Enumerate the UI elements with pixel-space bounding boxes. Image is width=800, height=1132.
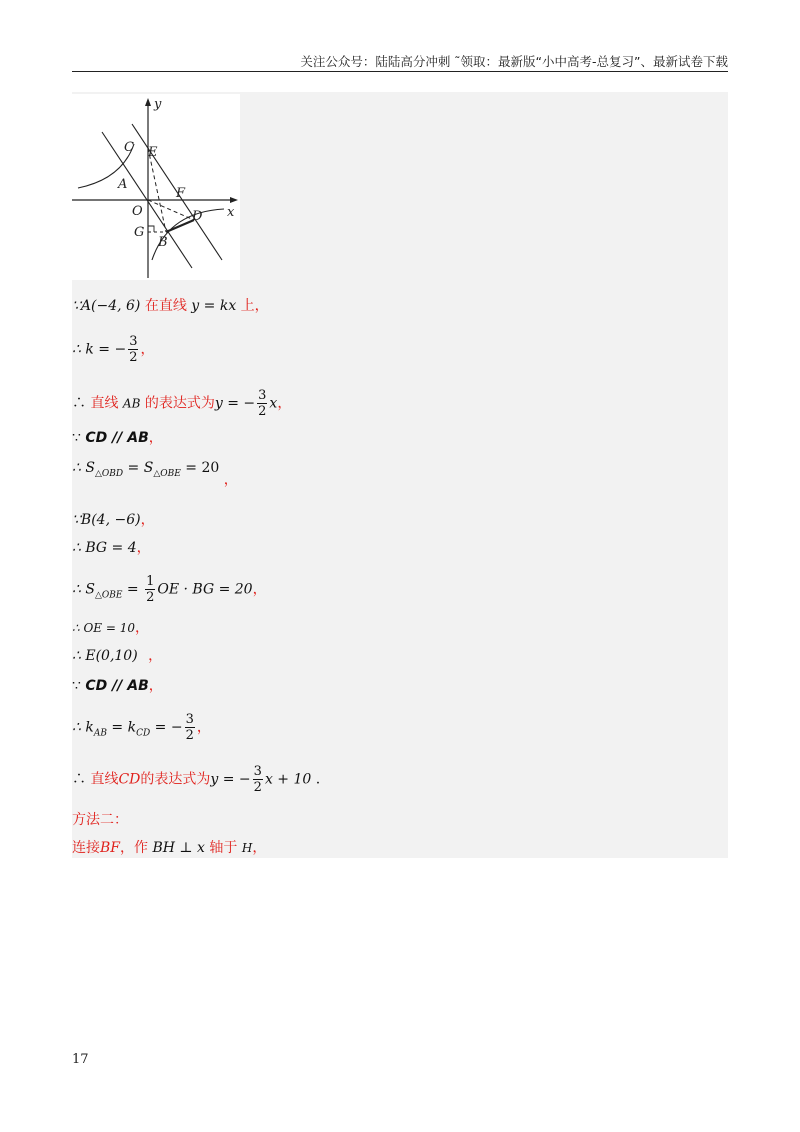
- right-angle-mark: [148, 226, 154, 232]
- therefore: ∴: [72, 395, 86, 412]
- point-name: H: [241, 841, 253, 855]
- formula: ∵B(4, −6): [72, 512, 141, 528]
- period: .: [315, 771, 321, 788]
- text: ，作: [120, 840, 149, 856]
- variable: x: [269, 395, 278, 412]
- label-y: y: [154, 97, 162, 112]
- formula: ∴ S: [72, 460, 95, 476]
- formula: ∴ k = −: [72, 341, 127, 358]
- subscript: △OBE: [94, 590, 123, 601]
- formula: CD // AB: [85, 430, 149, 446]
- step-area-equal: [72, 458, 238, 488]
- text: 上，: [240, 298, 269, 314]
- formula: = k: [106, 719, 137, 736]
- text: 的表达式为: [140, 771, 211, 788]
- text: 在直线: [144, 298, 187, 314]
- x-axis-arrow: [230, 197, 238, 203]
- step-oe-length: [72, 618, 149, 638]
- denominator: 2: [146, 590, 155, 605]
- comma: ，: [196, 719, 211, 736]
- text: 轴于: [209, 840, 238, 856]
- formula: y = −: [214, 395, 256, 412]
- text: 的表达式为: [144, 395, 215, 412]
- fraction: [185, 712, 195, 743]
- text: 连接: [72, 840, 100, 856]
- label-e: E: [148, 145, 158, 160]
- comma: ，: [140, 341, 155, 358]
- coordinate-figure: [72, 94, 240, 280]
- formula: BH ⊥ x: [152, 840, 205, 856]
- formula: ∴ k: [72, 719, 94, 736]
- numerator: 3: [258, 388, 267, 403]
- formula: = S: [123, 460, 154, 476]
- text: 直线: [90, 395, 119, 412]
- comma: ，: [148, 648, 163, 664]
- segment-eb-dashed: [148, 148, 166, 232]
- label-b: B: [158, 235, 168, 250]
- step-k-value: [72, 334, 154, 365]
- method-two-heading: 方法二：: [72, 812, 128, 828]
- figure-svg: [72, 94, 240, 280]
- comma: ，: [148, 678, 163, 694]
- formula: ∴ E(0,10): [72, 648, 138, 664]
- step-point-a-on-line: [72, 296, 269, 316]
- step-line-ab-expression: [72, 388, 291, 419]
- denominator: 2: [253, 780, 262, 795]
- fraction: [253, 764, 263, 795]
- formula: y = kx: [191, 298, 237, 314]
- step-point-e: [72, 646, 162, 666]
- subscript: △OBE: [153, 469, 181, 479]
- page-number: 17: [72, 1052, 89, 1067]
- denominator: 2: [185, 728, 194, 743]
- step-area-obe: [72, 574, 267, 606]
- comma: ，: [252, 840, 267, 856]
- label-o: O: [132, 204, 143, 219]
- fraction: [128, 334, 138, 365]
- subscript: CD: [136, 728, 151, 739]
- formula: ∴ OE = 10: [72, 621, 135, 635]
- comma: ，: [135, 620, 149, 636]
- numerator: 1: [146, 574, 155, 589]
- step-cd-parallel-ab-2: [72, 676, 163, 696]
- comma: ，: [223, 472, 238, 488]
- step-point-b: [72, 510, 155, 530]
- segment-od-dashed: [148, 200, 194, 220]
- formula: = −: [150, 719, 183, 736]
- label-x: x: [227, 205, 235, 220]
- subscript: △OBD: [94, 469, 124, 479]
- page-header: 关注公众号：陆陆高分冲刺 ˜领取：最新版“小中高考-总复习”、最新试卷下载: [300, 54, 728, 69]
- comma: ，: [252, 581, 267, 598]
- because: ∵: [72, 430, 81, 446]
- label-g: G: [134, 225, 145, 240]
- header-divider: [72, 71, 728, 72]
- therefore: ∴: [72, 771, 86, 788]
- formula: = 20: [180, 460, 220, 476]
- step-connect-bf: [72, 838, 266, 858]
- because: ∵: [72, 678, 81, 694]
- formula: ∴ S: [72, 581, 95, 598]
- line-name: CD: [118, 771, 141, 788]
- label-c: C: [124, 140, 134, 155]
- formula: =: [122, 581, 144, 598]
- formula: ∴ BG = 4: [72, 540, 137, 556]
- step-slopes-equal: [72, 712, 211, 744]
- numerator: 3: [253, 764, 262, 779]
- segment-name: BF: [100, 840, 121, 856]
- formula: CD // AB: [85, 678, 149, 694]
- denominator: 2: [258, 404, 267, 419]
- comma: ，: [136, 540, 151, 556]
- denominator: 2: [129, 350, 138, 365]
- numerator: 3: [129, 334, 138, 349]
- numerator: 3: [185, 712, 194, 727]
- fraction: [257, 388, 267, 419]
- line-name: AB: [122, 396, 141, 411]
- formula: x + 10: [264, 771, 312, 788]
- label-f: F: [176, 186, 186, 201]
- label-a: A: [118, 177, 128, 192]
- label-d: D: [192, 209, 203, 224]
- comma: ，: [148, 430, 163, 446]
- text: ∵A(−4, 6): [72, 298, 141, 314]
- text: 直线: [90, 771, 119, 788]
- comma: ，: [140, 512, 155, 528]
- step-cd-parallel-ab: [72, 428, 163, 448]
- fraction: [145, 574, 155, 605]
- formula: OE · BG = 20: [157, 581, 253, 598]
- subscript: AB: [93, 728, 107, 739]
- formula: y = −: [210, 771, 251, 788]
- step-line-cd-expression: [72, 764, 320, 795]
- y-axis-arrow: [145, 98, 151, 106]
- step-bg-length: [72, 538, 151, 558]
- solution-content: [72, 92, 728, 858]
- comma: ，: [277, 395, 292, 412]
